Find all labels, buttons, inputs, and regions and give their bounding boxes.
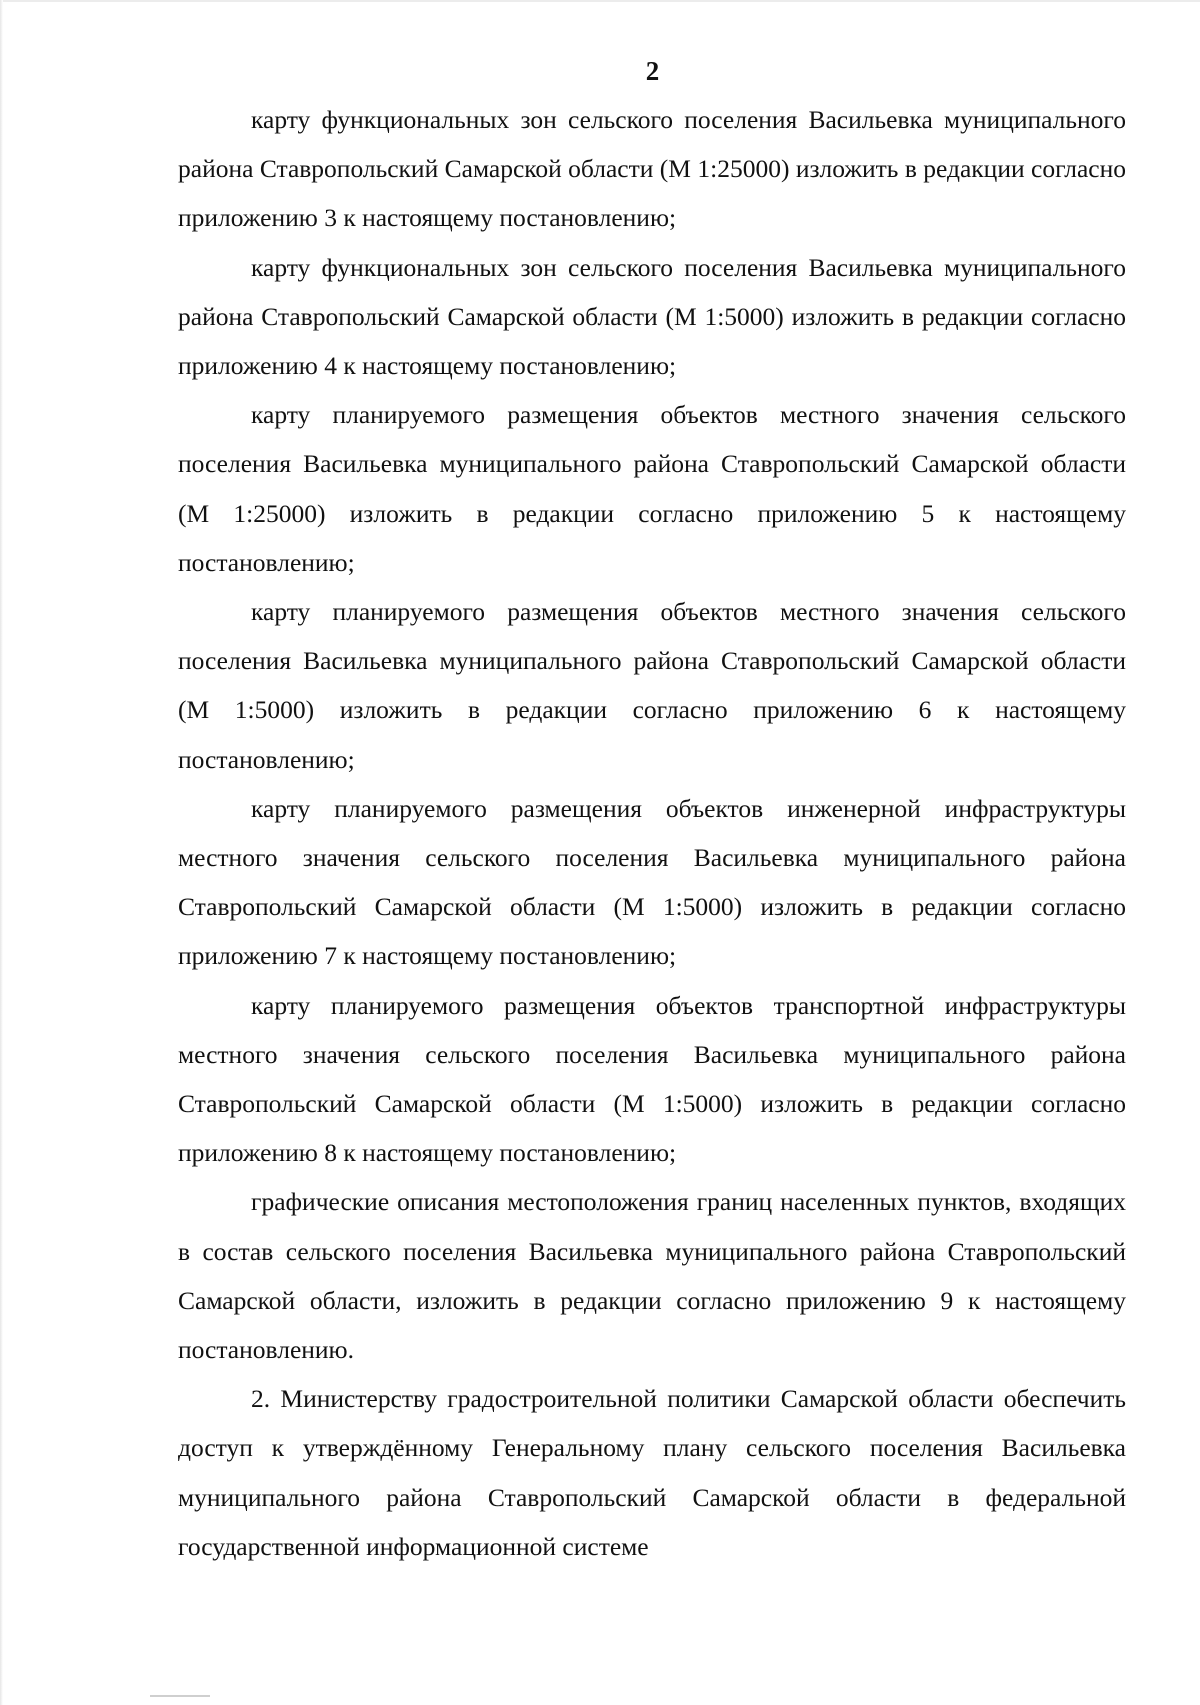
paragraph-appendix-5: карту планируемого размещения объектов местного значения сельского поселения Васильевка муниципального района Ставропольский Самарской области (М 1:25000) изложить в редакции согласно приложению 5 к настоящему постановлению; [178,400,1126,577]
paragraph-appendix-6: карту планируемого размещения объектов местного значения сельского поселения Васильевка муниципального района Ставропольский Самарской области (М 1:5000) изложить в редакции согласно приложению 6 к настоящему постановлению; [178,597,1126,774]
scan-top-edge [0,0,1200,2]
paragraph-item-2: 2. Министерству градостроительной политики Самарской области обеспечить доступ к утверждённому Генеральному плану сельского поселения Васильевка муниципального района Ставропольский Самарской области в федеральной государственной информационной системе [178,1384,1126,1561]
page-number: 2 [645,56,660,86]
paragraph-appendix-7: карту планируемого размещения объектов инженерной инфраструктуры местного значения сельского поселения Васильевка муниципального района Ставропольский Самарской области (М 1:5000) изложить в редакции согласно приложению 7 к настоящему постановлению; [178,793,1126,971]
document-body [178,95,1126,1571]
scan-bottom-mark [150,1695,210,1697]
paragraph-appendix-3: карту функциональных зон сельского поселения Васильевка муниципального района Ставропольский Самарской области (М 1:25000) изложить в редакции согласно приложению 3 к настоящему постановлению; [178,105,1126,233]
scan-left-edge [0,0,3,1705]
paragraph-appendix-9: графические описания местоположения границ населенных пунктов, входящих в состав сельского поселения Васильевка муниципального района Ставропольский Самарской области, изложить в редакции согласно приложению 9 к настоящему постановлению. [178,1187,1126,1365]
paragraph-appendix-8: карту планируемого размещения объектов транспортной инфраструктуры местного значения сельского поселения Васильевка муниципального района Ставропольский Самарской области (М 1:5000) изложить в редакции согласно приложению 8 к настоящему постановлению; [178,990,1126,1168]
paragraph-appendix-4: карту функциональных зон сельского поселения Васильевка муниципального района Ставропольский Самарской области (М 1:5000) изложить в редакции согласно приложению 4 к настоящему постановлению; [178,252,1126,381]
